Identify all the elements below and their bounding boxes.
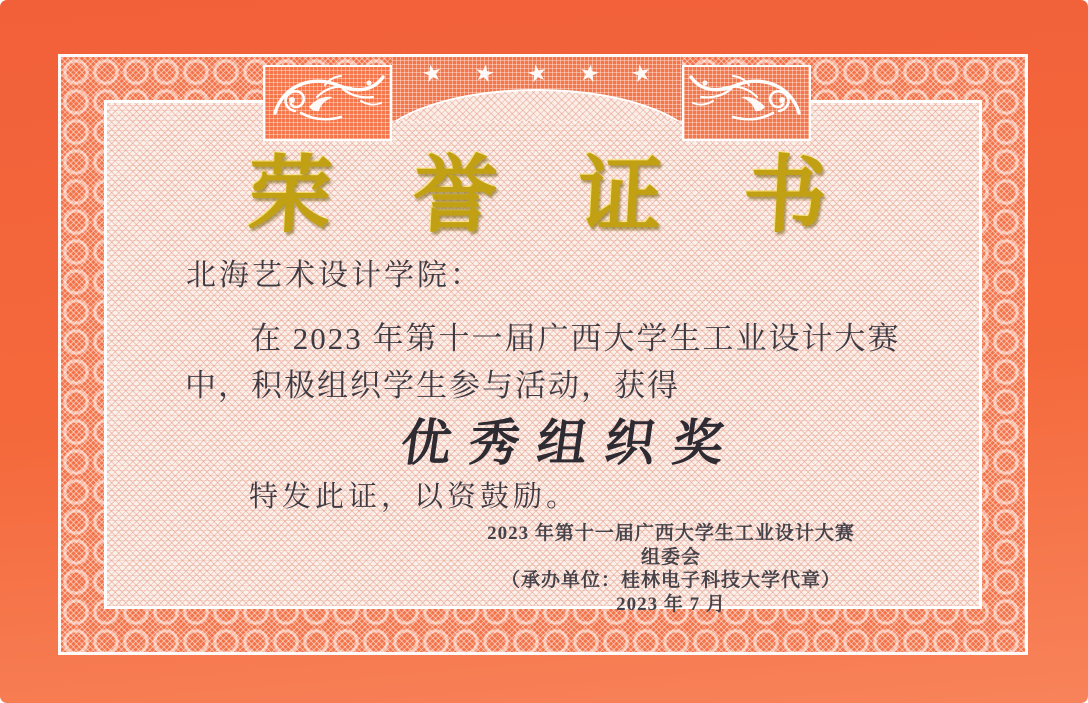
star-icon: ★ — [524, 59, 550, 89]
issuer-block — [480, 522, 862, 616]
body-line-1: 在 2023 年第十一届广西大学生工业设计大赛 — [250, 321, 901, 356]
issuer-organizer: （承办单位：桂林电子科技大学代章） — [500, 570, 841, 591]
ornament-arch — [392, 89, 682, 121]
ornament-star-band — [392, 57, 682, 121]
top-ornament — [263, 57, 811, 139]
star-row — [392, 61, 682, 87]
issue-date: 2023 年 7 月 — [616, 593, 726, 615]
certificate-title: 荣 誉 证 书 — [245, 150, 860, 243]
star-icon: ★ — [576, 59, 602, 89]
star-icon: ★ — [628, 59, 655, 89]
star-icon: ★ — [472, 59, 497, 89]
recipient-name: 北海艺术设计学院： — [186, 259, 483, 292]
closing-line: 特发此证，以资鼓励。 — [249, 481, 580, 513]
issuer-committee: 2023 年第十一届广西大学生工业设计大赛组委会 — [487, 523, 855, 568]
body-line-2: 中，积极组织学生参与活动，获得 — [185, 368, 680, 403]
corner-rosette-right-icon — [880, 515, 1036, 665]
corner-rosette-left-icon — [52, 515, 208, 665]
star-icon: ★ — [419, 59, 445, 89]
award-name: 优秀组织奖 — [397, 415, 746, 471]
